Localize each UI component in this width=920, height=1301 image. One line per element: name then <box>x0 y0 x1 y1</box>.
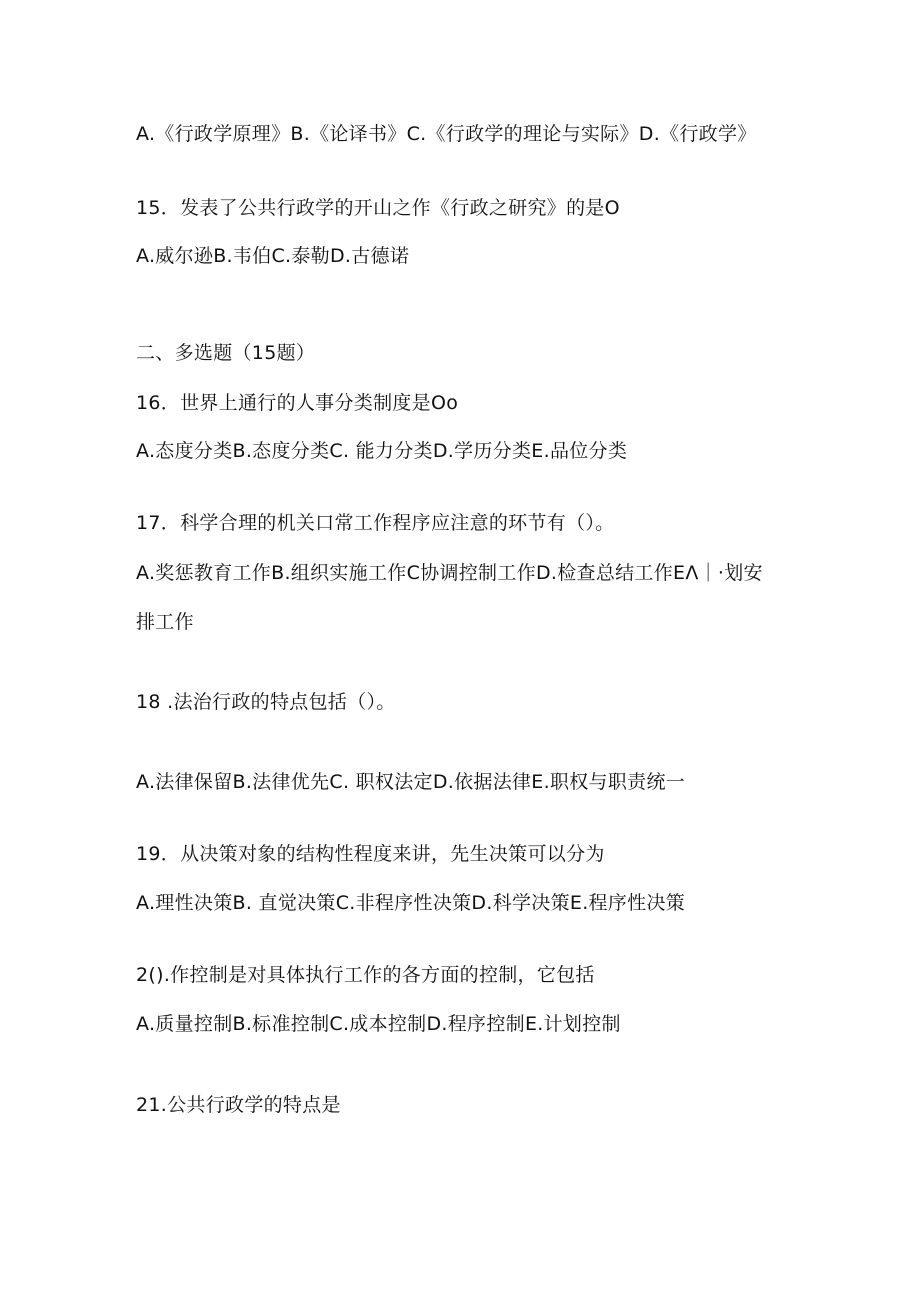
q19-stem: 19．从决策对象的结构性程度来讲，先生决策可以分为 <box>136 843 605 865</box>
q14-options: A.《行政学原理》B.《论译书》C.《行政学的理论与实际》D.《行政学》 <box>136 123 757 145</box>
q17-stem: 17．科学合理的机关口常工作程序应注意的环节有（）。 <box>136 512 615 534</box>
q18-options: A.法律保留B.法律优先C. 职权法定D.依据法律E.职权与职责统一 <box>136 771 686 793</box>
q15-options: A.威尔逊B.韦伯C.泰勒D.古德诺 <box>136 245 410 267</box>
q20-stem: 2().作控制是对具体执行工作的各方面的控制，它包括 <box>136 964 595 986</box>
q18-stem: 18 .法治行政的特点包括（）。 <box>136 691 396 713</box>
q19-options: A.理性决策B. 直觉决策C.非程序性决策D.科学决策E.程序性决策 <box>136 892 686 914</box>
q16-options: A.态度分类B.态度分类C. 能力分类D.学历分类E.品位分类 <box>136 440 628 462</box>
q17-options-line-2: 排工作 <box>136 611 194 633</box>
q16-stem: 16．世界上通行的人事分类制度是Oo <box>136 392 459 414</box>
q20-options: A.质量控制B.标准控制C.成本控制D.程序控制E.计划控制 <box>136 1013 621 1035</box>
section-title: 二、多选题（15题） <box>136 342 316 364</box>
q17-options-line-1: A.奖惩教育工作B.组织实施工作C协调控制工作D.检查总结工作EΛ｜·划安 <box>136 562 763 584</box>
q21-stem: 21.公共行政学的特点是 <box>136 1094 341 1116</box>
q15-stem: 15．发表了公共行政学的开山之作《行政之研究》的是O <box>136 197 620 219</box>
